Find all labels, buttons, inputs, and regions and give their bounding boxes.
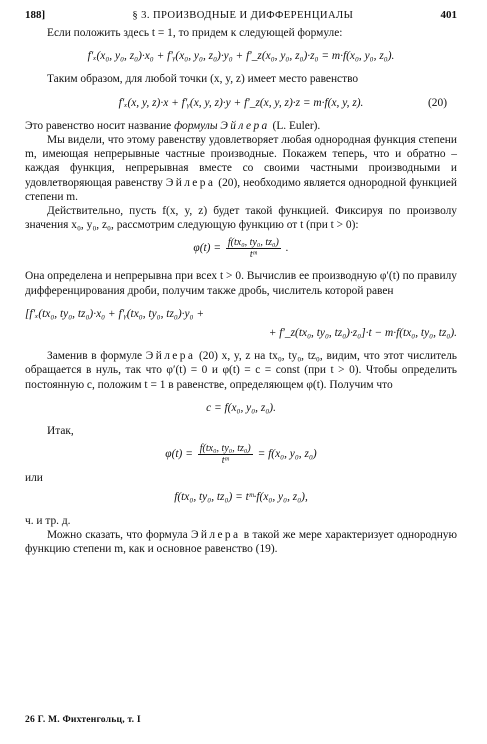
paragraph-7: Заменив в формуле Эйлера (20) x, y, z на tx₀, ty₀, tz₀, видим, что этот числитель обращается в нуль, так что φ′(t) = 0 и φ(t) = c = const (при t > 0). Чтобы определить постоянную c, положим t = 1 в равенстве, определяющем φ(t). Получим что xyxy=(25,350,457,391)
paragraph-8: Итак, xyxy=(47,425,74,438)
formula-homogeneity: f(tx₀, ty₀, tz₀) = tᵐ·f(x₀, y₀, z₀), xyxy=(174,491,308,504)
paragraph-9: или xyxy=(25,472,43,485)
formula-20-body: f′ₓ(x, y, z)·x + f′ᵧ(x, y, z)·y + f′_z(x, y, z)·z = m·f(x, y, z). xyxy=(118,96,364,109)
page-footer: 26 Г. М. Фихтенгольц, т. I xyxy=(25,714,141,725)
paragraph-11: Можно сказать, что формула Эйлера в такой же мере характеризует однородную функцию степени m, как и основное равенство (19). xyxy=(25,528,457,556)
paragraph-4: Мы видели, что этому равенству удовлетворяет любая однородная функция степени m, имеющая непрерывные частные производные. Покажем теперь, что и обратно – каждая функция, непрерывная вместе со своими частными производными и удовлетворяющая равенству Эйлера (20), необходимо является однородной функцией степени m. xyxy=(25,134,458,203)
formula-phi-definition: φ(t) = $\frac{\text{f(tx₀, ty₀, tz₀)}}{\text{tᵐ}}$ . xyxy=(193,237,289,261)
formula-numerator-line-2: + f′_z(tx₀, ty₀, tz₀)·z₀]·t − m·f(tx₀, ty₀, tz₀). xyxy=(268,327,457,340)
paragraph-5: Действительно, пусть f(x, y, z) будет такой функцией. Фиксируя по произволу значения x₀, y₀, z₀, рассмотрим следующую функцию от t (при t > 0): xyxy=(25,205,457,232)
euler-name: Эйлера xyxy=(165,176,216,189)
paragraph-1: Если положить здесь t = 1, то придем к следующей формуле: xyxy=(47,27,343,39)
fraction: $\frac{\text{f(tx₀, ty₀, tz₀)}}{\text{tᵐ}}$ xyxy=(199,443,251,467)
paragraph-10: ч. и тр. д. xyxy=(25,514,71,527)
formula-phi-result: φ(t) = $\frac{\text{f(tx₀, ty₀, tz₀)}}{\text{tᵐ}}$ = f(x₀, y₀, z₀) xyxy=(165,443,317,467)
page-number: 401 xyxy=(440,9,457,21)
equation-number-20: (20) xyxy=(428,96,447,109)
formula-numerator-line-1: [f′ₓ(tx₀, ty₀, tz₀)·x₀ + f′ᵧ(tx₀, ty₀, tz₀)·y₀ + xyxy=(25,307,205,320)
euler-name: Эйлера xyxy=(220,119,270,132)
header-section-ref: 188] xyxy=(25,9,46,21)
formula-1: f′ₓ(x₀, y₀, z₀)·x₀ + f′ᵧ(x₀, y₀, z₀)·y₀ + f′_z(x₀, y₀, z₀)·z₀ = m·f(x₀, y₀, z₀). xyxy=(87,50,395,63)
running-header xyxy=(25,8,457,26)
formula-constant: c = f(x₀, y₀, z₀). xyxy=(206,401,276,414)
header-title: § 3. ПРОИЗВОДНЫЕ И ДИФФЕРЕНЦИАЛЫ xyxy=(132,10,354,21)
paragraph-2: Таким образом, для любой точки (x, y, z) имеет место равенство xyxy=(47,73,359,86)
paragraph-3: Это равенство носит название формулы Эйлера (L. Euler). xyxy=(25,119,321,132)
euler-name: Эйлера xyxy=(190,528,241,541)
euler-name: Эйлера xyxy=(145,350,196,363)
paragraph-6: Она определена и непрерывна при всех t > 0. Вычислив ее производную φ′(t) по правилу дифференцирования дроби, получим также дробь, числитель которой равен xyxy=(25,270,457,297)
formula-20 xyxy=(25,96,457,110)
fraction: $\frac{\text{f(tx₀, ty₀, tz₀)}}{\text{tᵐ}}$ xyxy=(227,237,279,261)
